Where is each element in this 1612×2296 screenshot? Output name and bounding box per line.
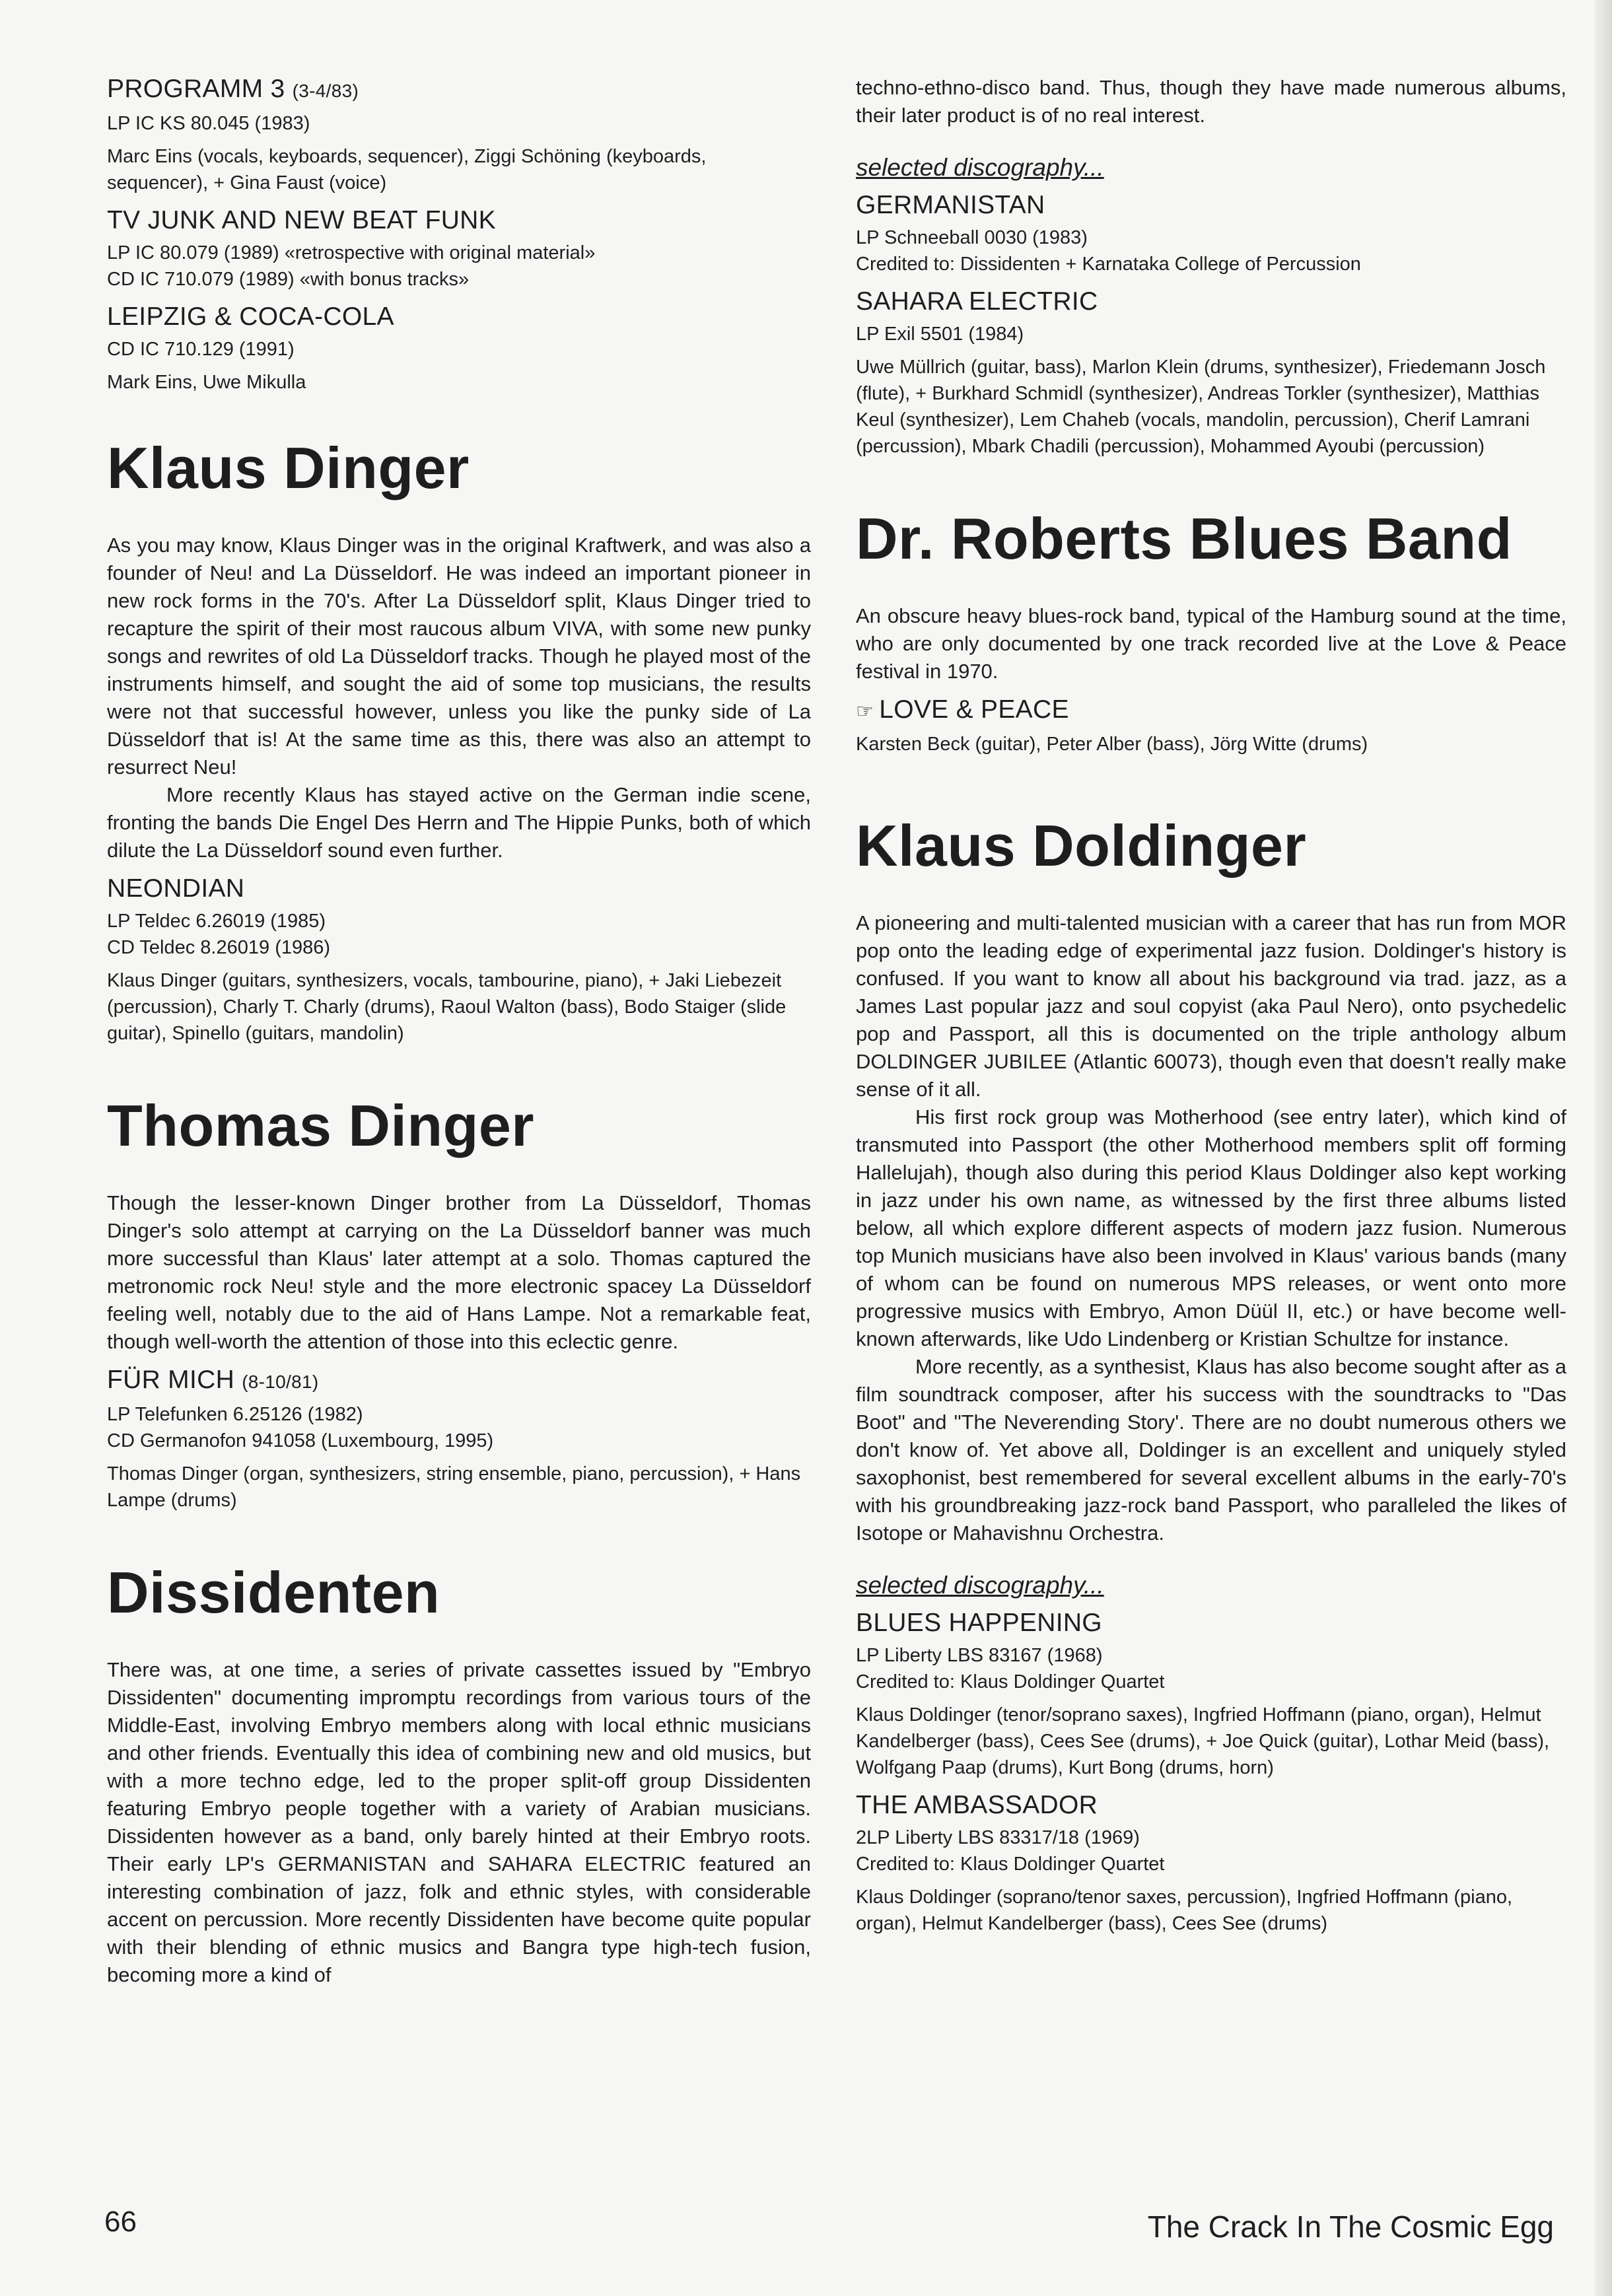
album-title-text: PROGRAMM 3 xyxy=(107,75,285,103)
album-title-text: LOVE & PEACE xyxy=(879,695,1069,724)
body-paragraph: More recently, as a synthesist, Klaus has also become sought after as a film soundtrack composer, after his success with the soundtracks to "Das Boot" and "The Neverending Story'. There are no doubt numerous others we don't know of. Yet above all, Doldinger is an excellent and uniquely styled saxophonist, best remembered for several excellent albums in the early-70's with his groundbreaking jazz-rock band Passport, who paralleled the likes of Isotope or Mahavishnu Orchestra. xyxy=(856,1355,1566,1545)
album-title xyxy=(107,74,811,106)
body-paragraph: More recently Klaus has stayed active on the German indie scene, fronting the bands Die Engel Des Herrn and The Hippie Punks, both of which dilute the La Düsseldorf sound even further. xyxy=(107,783,811,862)
discography-label: selected discography... xyxy=(856,1572,1104,1599)
release-line: LP IC 80.079 (1989) «retrospective with original material» xyxy=(107,242,596,263)
pointing-hand-icon: ☞ xyxy=(856,701,874,722)
album-germanistan xyxy=(856,190,1566,277)
body-paragraph: techno-ethno-disco band. Thus, though they have made numerous albums, their later product is of no real interest. xyxy=(856,76,1566,127)
album-title xyxy=(107,1365,811,1397)
artist-heading: Klaus Doldinger xyxy=(856,813,1307,878)
entry-klaus-dinger xyxy=(107,435,811,1047)
album-title: THE AMBASSADOR xyxy=(856,1791,1098,1819)
discography-label: selected discography... xyxy=(856,154,1104,181)
release-line: 2LP Liberty LBS 83317/18 (1969) xyxy=(856,1827,1140,1848)
musician-credits: Thomas Dinger (organ, synthesizers, string ensemble, piano, percussion), + Hans Lampe (drums) xyxy=(107,1463,801,1511)
body-paragraph: Though the lesser-known Dinger brother from La Düsseldorf, Thomas Dinger's solo attempt at carrying on the La Düsseldorf banner was much more successful than Klaus' later attempt at a solo. Thomas captured the metronomic rock Neu! style and the more electronic spacey La Düsseldorf feeling well, notably due to the aid of Hans Lampe. Not a remarkable feat, though well-worth the attention of those into this eclectic genre. xyxy=(107,1191,811,1353)
artist-heading: Thomas Dinger xyxy=(107,1093,535,1158)
release-line: LP IC KS 80.045 (1983) xyxy=(107,113,310,134)
album-title xyxy=(856,695,1566,727)
release-line: LP Telefunken 6.25126 (1982) xyxy=(107,1404,363,1425)
musician-credits: Klaus Doldinger (tenor/soprano saxes), Ingfried Hoffmann (piano, organ), Helmut Kandelberger (bass), Cees See (drums), + Joe Quick (guitar), Lothar Meid (bass), Wolfgang Paap (drums), Kurt Bong (drums, horn) xyxy=(856,1704,1550,1778)
album-title: SAHARA ELECTRIC xyxy=(856,287,1098,316)
album-sahara-electric xyxy=(856,287,1566,460)
body-paragraph: An obscure heavy blues-rock band, typical of the Hamburg sound at the time, who are only documented by one track recorded live at the Love & Peace festival in 1970. xyxy=(856,604,1566,683)
musician-credits: Uwe Müllrich (guitar, bass), Marlon Klein (drums, synthesizer), Friedemann Josch (flute), + Burkhard Schmidl (synthesizer), Andreas Torkler (synthesizer), Matthias Keul (synthesizer), Lem Chaheb (vocals, mandolin, percussion), Cherif Lamrani (percussion), Mbark Chadili (percussion), Mohammed Ayoubi (percussion) xyxy=(856,357,1546,457)
album-date: (3-4/83) xyxy=(292,81,359,101)
artist-heading: Dissidenten xyxy=(107,1560,440,1625)
release-line: LP Exil 5501 (1984) xyxy=(856,324,1024,345)
album-title: GERMANISTAN xyxy=(856,191,1045,219)
album-title: TV JUNK AND NEW BEAT FUNK xyxy=(107,206,496,234)
body-paragraph: A pioneering and multi-talented musician with a career that has run from MOR pop onto the leading edge of experimental jazz fusion. Doldinger's history is confused. If you want to know all about his background via trad. jazz, as a James Last popular jazz and soul copyist (aka Paul Nero), onto psychedelic pop and Passport, all this is documented on the triple anthology album DOLDINGER JUBILEE (Atlantic 60073), though even that doesn't really make sense of it all. xyxy=(856,911,1566,1101)
album-title: LEIPZIG & COCA-COLA xyxy=(107,302,394,331)
release-line: LP Teldec 6.26019 (1985) xyxy=(107,911,326,932)
artist-heading: Dr. Roberts Blues Band xyxy=(856,506,1512,571)
album-leipzig xyxy=(107,302,811,396)
page-number: 66 xyxy=(104,2206,137,2238)
album-title-text: FÜR MICH xyxy=(107,1366,235,1394)
entry-dissidenten xyxy=(107,1560,811,1989)
release-line: CD Germanofon 941058 (Luxembourg, 1995) xyxy=(107,1430,494,1451)
album-title: NEONDIAN xyxy=(107,874,245,903)
musician-credits: Klaus Dinger (guitars, synthesizers, vocals, tambourine, piano), + Jaki Liebezeit (percussion), Charly T. Charly (drums), Raoul Walton (bass), Bodo Staiger (slide guitar), Spinello (guitars, mandolin) xyxy=(107,970,787,1044)
book-title: The Crack In The Cosmic Egg xyxy=(1147,2209,1554,2244)
release-line: CD IC 710.079 (1989) «with bonus tracks» xyxy=(107,269,470,290)
release-line: CD Teldec 8.26019 (1986) xyxy=(107,937,331,958)
credited-line: Credited to: Klaus Doldinger Quartet xyxy=(856,1854,1165,1875)
body-paragraph: There was, at one time, a series of private cassettes issued by "Embryo Dissidenten" documenting impromptu recordings from various tours of the Middle-East, involving Embryo members along with local ethnic musicians and other friends. Eventually this idea of combining new and old musics, but with a more techno edge, led to the proper split-off group Dissidenten featuring Embryo people together with a variety of Arabian musicians. Dissidenten however as a band, only barely hinted at their Embryo roots. Their early LP's GERMANISTAN and SAHARA ELECTRIC featured an interesting combination of jazz, folk and ethnic styles, with considerable accent on percussion. More recently Dissidenten have become quite popular with their blending of ethnic musics and Bangra type high-tech fusion, becoming more a kind of xyxy=(107,1658,811,1986)
album-blues-happening xyxy=(856,1608,1566,1781)
musician-credits: Marc Eins (vocals, keyboards, sequencer), Ziggi Schöning (keyboards, sequencer), + Gina Faust (voice) xyxy=(107,146,707,193)
album-tv-junk xyxy=(107,205,811,293)
musician-credits: Karsten Beck (guitar), Peter Alber (bass), Jörg Witte (drums) xyxy=(856,734,1368,755)
entry-dr-roberts xyxy=(856,506,1566,757)
musician-credits: Klaus Doldinger (soprano/tenor saxes, percussion), Ingfried Hoffmann (piano, organ), Helmut Kandelberger (bass), Cees See (drums) xyxy=(856,1887,1513,1934)
credited-line: Credited to: Dissidenten + Karnataka College of Percussion xyxy=(856,254,1361,275)
musician-credits: Mark Eins, Uwe Mikulla xyxy=(107,372,306,393)
release-line: LP Schneeball 0030 (1983) xyxy=(856,227,1088,248)
body-paragraph: As you may know, Klaus Dinger was in the original Kraftwerk, and was also a founder of Neu! and La Düsseldorf. He was indeed an important pioneer in new rock forms in the 70's. After La Düsseldorf split, Klaus Dinger tried to recapture the spirit of their most raucous album VIVA, with some new punky songs and rewrites of old La Düsseldorf tracks. Though he played most of the instruments himself, and sought the aid of some top musicians, the results were not that successful however, unless you like the punky side of La Düsseldorf that is! At the same time as this, there was also an attempt to resurrect Neu! xyxy=(107,534,811,779)
album-date: (8-10/81) xyxy=(242,1372,319,1392)
album-title: BLUES HAPPENING xyxy=(856,1609,1102,1637)
artist-heading: Klaus Dinger xyxy=(107,435,470,501)
page-edge xyxy=(1595,0,1612,2296)
album-the-ambassador xyxy=(856,1790,1566,1937)
entry-thomas-dinger xyxy=(107,1093,811,1513)
right-column xyxy=(856,74,1566,1937)
album-programm-3 xyxy=(107,74,811,196)
release-line: LP Liberty LBS 83167 (1968) xyxy=(856,1645,1103,1666)
left-column xyxy=(107,74,811,1989)
body-paragraph: His first rock group was Motherhood (see entry later), which kind of transmuted into Passport (the other Motherhood members split off forming Hallelujah), though also during this period Klaus Doldinger also kept working in jazz under his own name, as witnessed by the first three albums listed below, all which explore different aspects of modern jazz fusion. Numerous top Munich musicians have also been involved in Klaus' various bands (many of whom can be found on numerous MPS releases, or went onto more progressive musics with Embryo, Amon Düül II, etc.) or have become well-known afterwards, like Udo Lindenberg or Kristian Schultze for instance. xyxy=(856,1105,1566,1350)
entry-klaus-doldinger xyxy=(856,813,1566,1937)
credited-line: Credited to: Klaus Doldinger Quartet xyxy=(856,1671,1165,1692)
release-line: CD IC 710.129 (1991) xyxy=(107,339,295,360)
